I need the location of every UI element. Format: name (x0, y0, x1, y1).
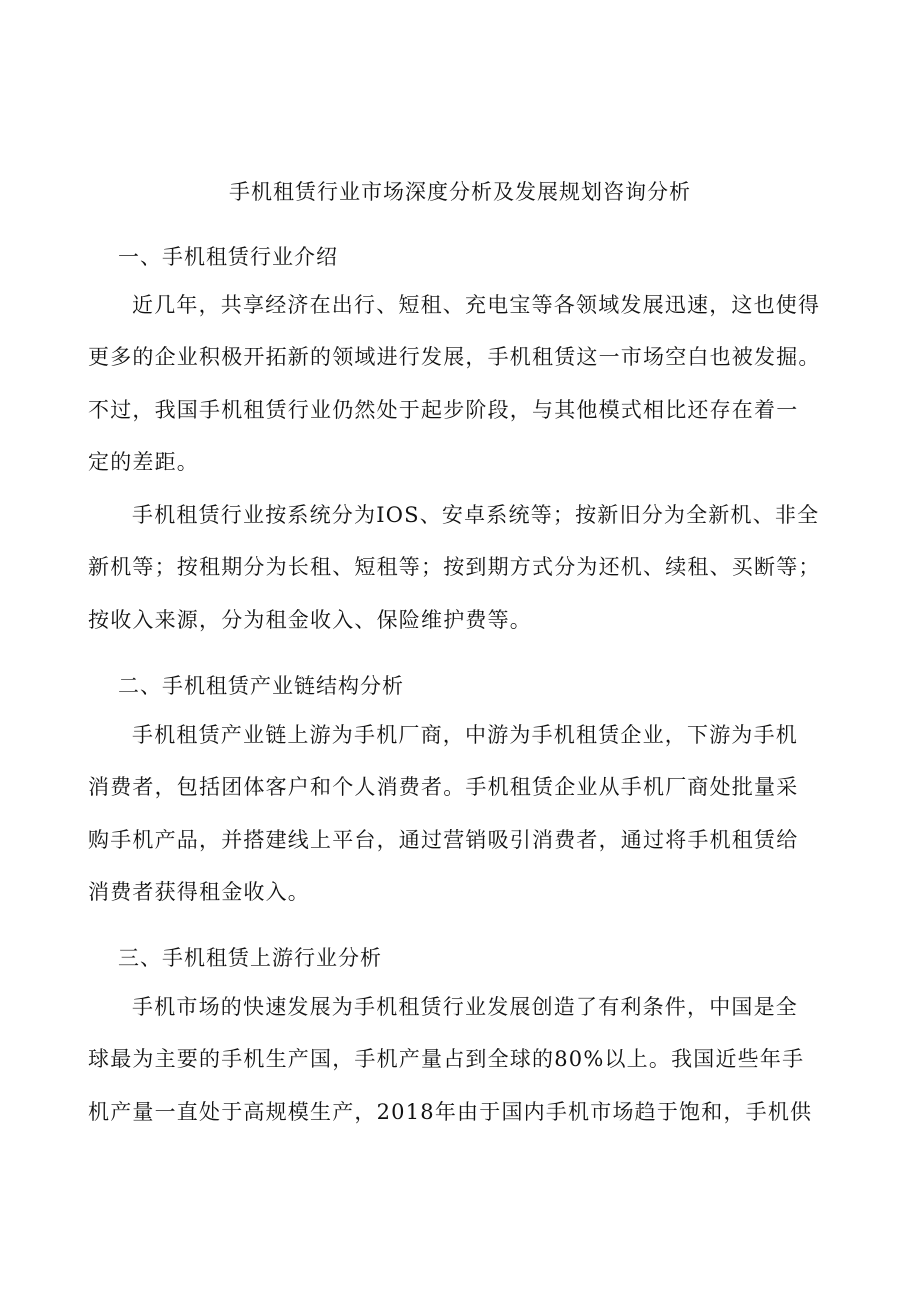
paragraph-line: 不过，我国手机租赁行业仍然处于起步阶段，与其他模式相比还存在着一 (88, 398, 799, 422)
paragraph-line: 更多的企业积极开拓新的领域进行发展，手机租赁这一市场空白也被发掘。 (88, 345, 821, 369)
paragraph-line: 新机等；按租期分为长租、短租等；按到期方式分为还机、续租、买断等； (88, 555, 821, 579)
paragraph-line: 购手机产品，并搭建线上平台，通过营销吸引消费者，通过将手机租赁给 (88, 828, 799, 852)
section-heading-2: 二、手机租赁产业链结构分析 (118, 674, 404, 698)
paragraph-line: 定的差距。 (88, 450, 199, 474)
paragraph-line: 手机市场的快速发展为手机租赁行业发展创造了有利条件，中国是全 (132, 995, 798, 1019)
paragraph-line: 近几年，共享经济在出行、短租、充电宝等各领域发展迅速，这也使得 (132, 293, 821, 317)
paragraph-line: 手机租赁产业链上游为手机厂商，中游为手机租赁企业，下游为手机 (132, 723, 798, 747)
paragraph-line: 机产量一直处于高规模生产，2018年由于国内手机市场趋于饱和，手机供 (88, 1100, 813, 1124)
document-title: 手机租赁行业市场深度分析及发展规划咨询分析 (229, 180, 691, 204)
section-heading-3: 三、手机租赁上游行业分析 (118, 946, 382, 970)
paragraph-line: 手机租赁行业按系统分为IOS、安卓系统等；按新旧分为全新机、非全 (132, 503, 820, 527)
paragraph-line: 消费者获得租金收入。 (88, 880, 310, 904)
paragraph-line: 球最为主要的手机生产国，手机产量占到全球的80%以上。我国近些年手 (88, 1047, 805, 1071)
paragraph-line: 按收入来源，分为租金收入、保险维护费等。 (88, 608, 532, 632)
section-heading-1: 一、手机租赁行业介绍 (118, 245, 338, 269)
paragraph-line: 消费者，包括团体客户和个人消费者。手机租赁企业从手机厂商处批量采 (88, 775, 799, 799)
